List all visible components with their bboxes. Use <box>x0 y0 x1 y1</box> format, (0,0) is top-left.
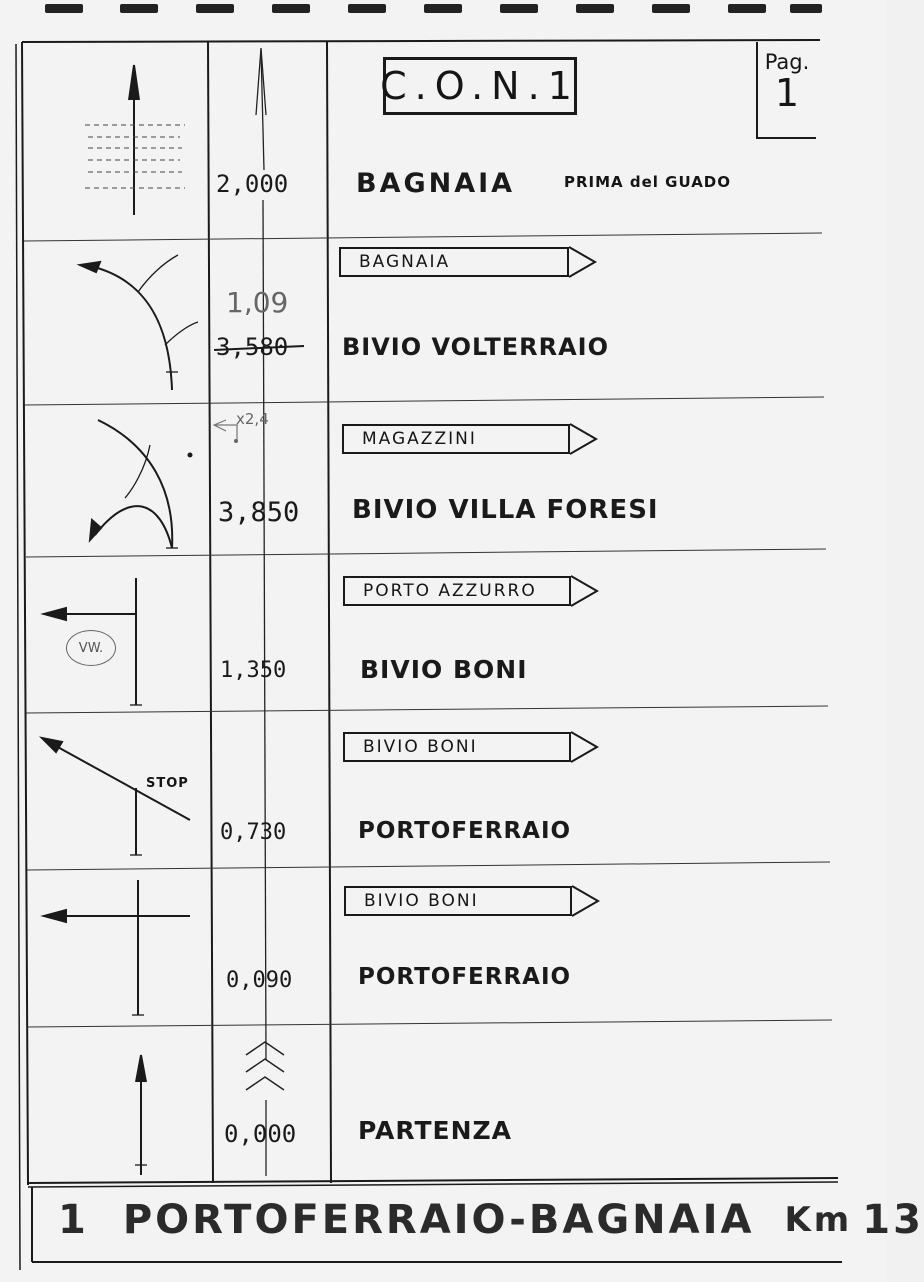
place-note: PRIMA del GUADO <box>564 173 731 191</box>
route-km-value: 13 <box>862 1197 924 1243</box>
route-footer <box>40 1185 924 1255</box>
page-title: C.O.N.1 <box>383 57 577 115</box>
curve-left-fork-icon <box>80 255 198 390</box>
km-value: 0,090 <box>226 968 293 993</box>
direction-sign: BAGNAIA <box>339 245 597 279</box>
place-name: BIVIO BONI <box>360 655 528 684</box>
handwritten-distance: x2,4 <box>236 410 269 428</box>
crossroad-left-icon <box>44 880 190 1015</box>
km-value: 1,350 <box>220 658 287 683</box>
place-name: BAGNAIA <box>356 168 516 199</box>
place-name: BIVIO VILLA FORESI <box>352 495 659 525</box>
km-value: 0,000 <box>224 1120 297 1148</box>
route-number: 1 <box>58 1197 89 1243</box>
route-km-label: Km <box>784 1200 853 1240</box>
route-name: PORTOFERRAIO-BAGNAIA <box>122 1197 755 1243</box>
circled-annotation: VW. <box>66 630 116 666</box>
stop-diagonal-left-icon <box>42 738 190 855</box>
km-value: 3,580 <box>216 333 289 361</box>
direction-sign: BIVIO BONI <box>344 884 600 918</box>
curve-junction-icon <box>90 420 192 548</box>
direction-sign: PORTO AZZURRO <box>343 574 599 608</box>
place-name: BIVIO VOLTERRAIO <box>342 333 609 361</box>
page-number-box <box>756 42 816 139</box>
place-name: PORTOFERRAIO <box>358 818 572 844</box>
place-name: PORTOFERRAIO <box>358 964 572 990</box>
start-straight-icon <box>135 1055 147 1175</box>
direction-sign: BIVIO BONI <box>343 730 599 764</box>
page-number: 1 <box>774 71 800 115</box>
stop-label: STOP <box>146 776 189 791</box>
place-name: PARTENZA <box>358 1116 513 1145</box>
km-value: 3,850 <box>218 497 300 528</box>
km-value: 0,730 <box>220 820 287 845</box>
direction-sign: MAGAZZINI <box>342 422 598 456</box>
handwritten-distance: 1,09 <box>226 286 289 319</box>
page-label: Pag. <box>764 50 810 74</box>
km-value: 2,000 <box>216 170 289 198</box>
ford-straight-icon <box>85 65 185 215</box>
